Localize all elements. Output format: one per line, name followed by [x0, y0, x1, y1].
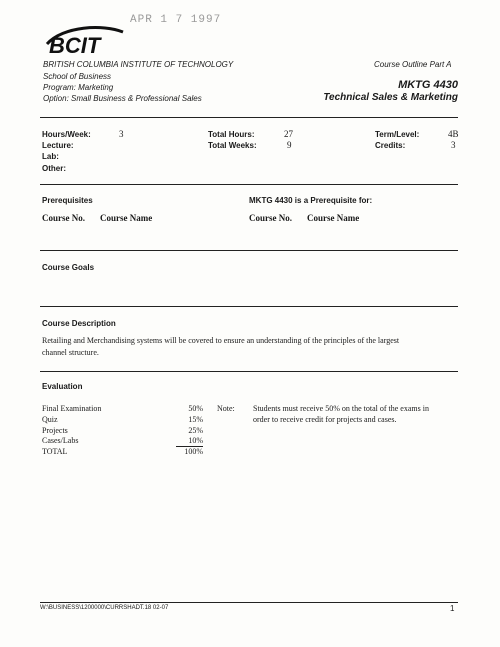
- course-description-heading: Course Description: [42, 319, 116, 328]
- term-level-value: 4B: [448, 129, 459, 139]
- description-line-2: channel structure.: [42, 348, 99, 357]
- evaluation-item-pct: 25%: [188, 426, 203, 435]
- evaluation-item-name: Final Examination: [42, 404, 102, 413]
- credits-value: 3: [451, 140, 456, 150]
- divider: [40, 117, 458, 118]
- school-name: School of Business: [43, 72, 112, 81]
- course-goals-heading: Course Goals: [42, 263, 95, 272]
- hours-week-value: 3: [119, 129, 124, 139]
- evaluation-item-name: Projects: [42, 426, 68, 435]
- bcit-logo: [43, 22, 125, 58]
- evaluation-note-line-2: order to receive credit for projects and cases.: [253, 415, 397, 424]
- prerequisites-heading: Prerequisites: [42, 196, 93, 205]
- postreq-course-name-header: Course Name: [307, 213, 360, 223]
- evaluation-heading: Evaluation: [42, 382, 83, 391]
- received-date-stamp: APR 1 7 1997: [130, 14, 222, 26]
- footer-file-path: W:\BUSINESS\1200000\CURRSHADT.18 02-07: [40, 605, 169, 611]
- total-hours-value: 27: [284, 129, 293, 139]
- prereq-course-no-header: Course No.: [42, 213, 85, 223]
- outline-part-label: Course Outline Part A: [374, 60, 452, 69]
- option-name: Option: Small Business & Professional Sales: [43, 94, 202, 103]
- evaluation-item-pct: 10%: [188, 436, 203, 445]
- institute-name: BRITISH COLUMBIA INSTITUTE OF TECHNOLOGY: [43, 60, 234, 69]
- page-number: 1: [450, 604, 455, 613]
- evaluation-note-line-1: Students must receive 50% on the total of the exams in: [253, 404, 429, 413]
- is-prerequisite-for-heading: MKTG 4430 is a Prerequisite for:: [249, 196, 373, 205]
- prereq-course-name-header: Course Name: [100, 213, 153, 223]
- evaluation-item-name: Quiz: [42, 415, 58, 424]
- evaluation-item-pct: 15%: [188, 415, 203, 424]
- course-code: MKTG 4430: [398, 79, 458, 91]
- evaluation-item-pct: 50%: [188, 404, 203, 413]
- total-weeks-value: 9: [287, 140, 292, 150]
- evaluation-total-pct: 100%: [184, 447, 203, 456]
- divider: [40, 306, 458, 307]
- program-name: Program: Marketing: [43, 83, 114, 92]
- evaluation-total-name: TOTAL: [42, 447, 68, 456]
- credits-label: Credits:: [375, 141, 406, 150]
- evaluation-item-name: Cases/Labs: [42, 436, 79, 445]
- hours-week-label: Hours/Week:: [42, 130, 91, 139]
- term-level-label: Term/Level:: [375, 130, 420, 139]
- total-hours-label: Total Hours:: [208, 130, 255, 139]
- total-weeks-label: Total Weeks:: [208, 141, 257, 150]
- postreq-course-no-header: Course No.: [249, 213, 292, 223]
- other-label: Other:: [42, 164, 66, 173]
- description-line-1: Retailing and Merchandising systems will be covered to ensure an understanding of the principles of the largest: [42, 336, 400, 345]
- divider: [40, 250, 458, 251]
- divider: [40, 371, 458, 372]
- divider: [40, 184, 458, 185]
- lab-label: Lab:: [42, 152, 59, 161]
- evaluation-note-label: Note:: [217, 404, 235, 413]
- course-title: Technical Sales & Marketing: [323, 92, 458, 103]
- logo-text: BCIT: [49, 33, 101, 58]
- footer-divider: [40, 602, 458, 603]
- lecture-label: Lecture:: [42, 141, 74, 150]
